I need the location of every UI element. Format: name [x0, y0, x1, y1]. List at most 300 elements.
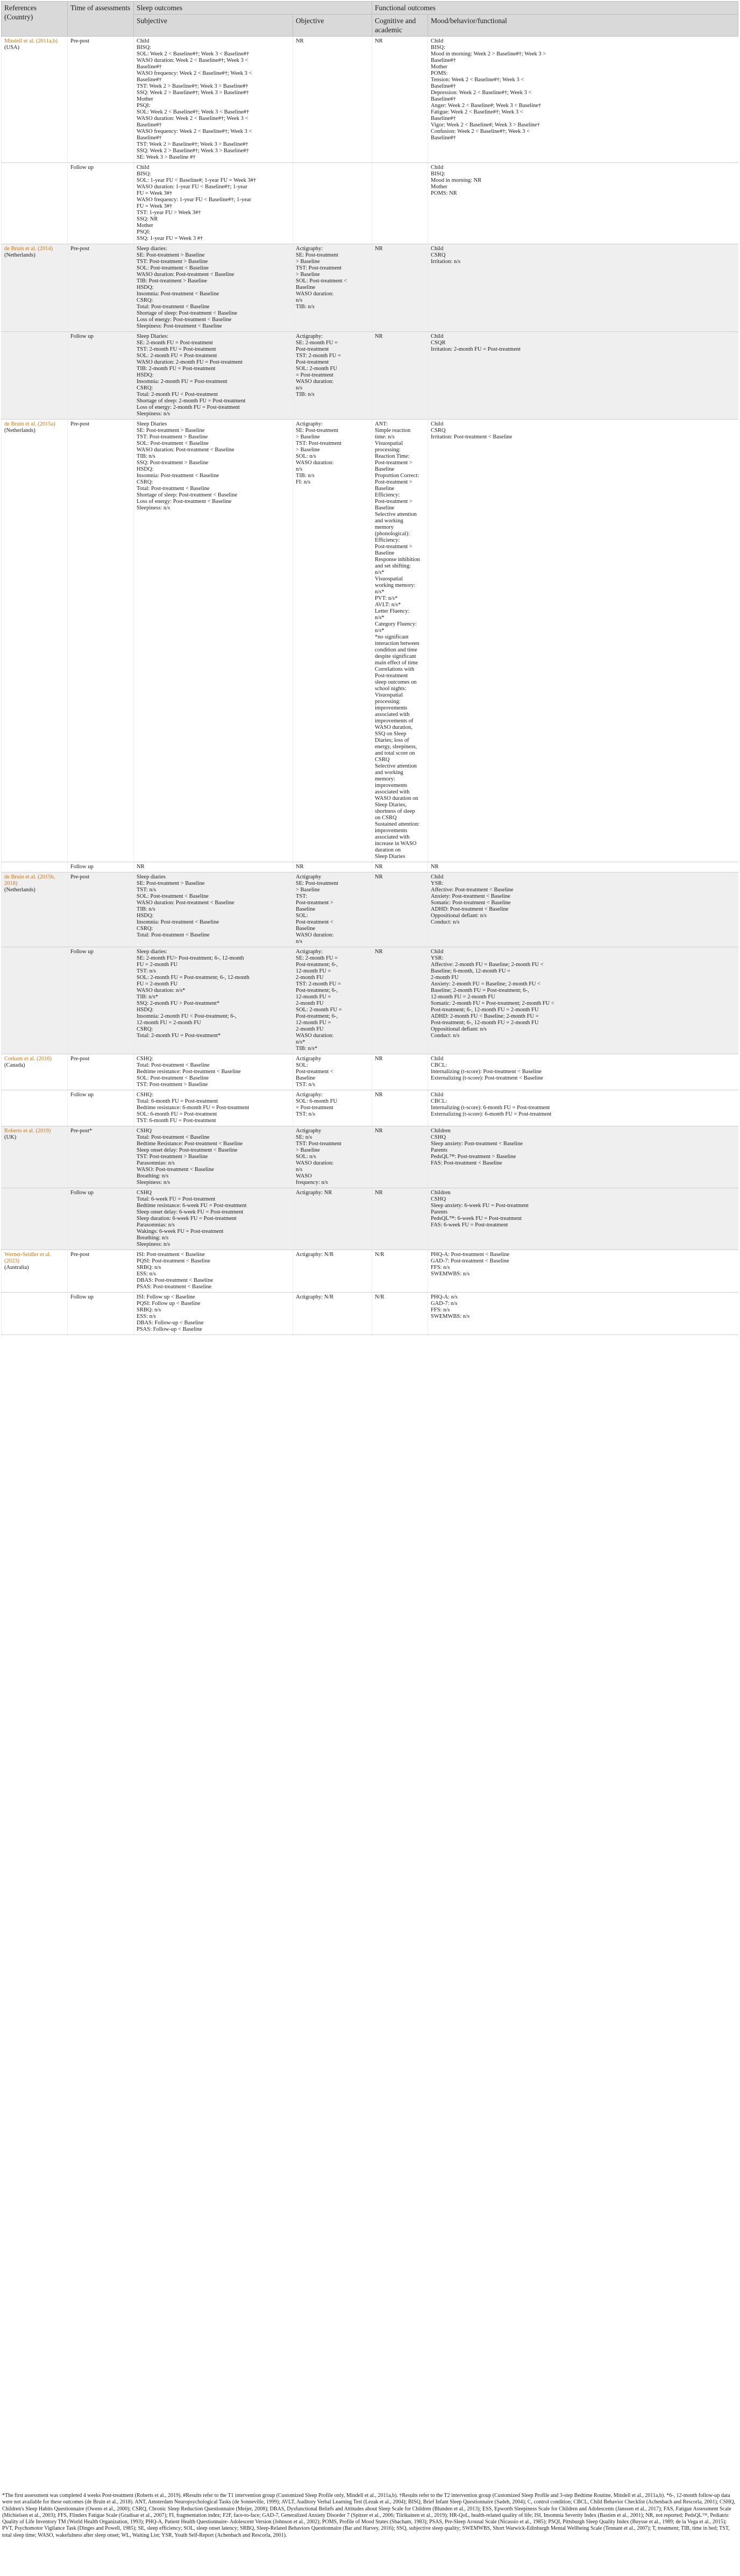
cell-line: SE: 2-month FU> Post-treatment; 6-, 12-month [137, 955, 244, 961]
cell-time: Pre-post [68, 420, 134, 862]
cell-line: PedsQL™: Post-treatment > Baseline [431, 1154, 516, 1160]
cell-line: SOL: n/s [296, 1154, 316, 1160]
reference-link[interactable]: de Bruin et al. (2014) [4, 246, 53, 252]
cell-line: TIB: 2-month FU = Post-treatment [137, 366, 216, 372]
cell-line: Selective attention [375, 512, 417, 517]
cell-line: NR [375, 1190, 383, 1196]
cell-line: Post-treatment; 6-, 12-month FU = 2-month FU [431, 1007, 539, 1013]
cell-line: POMS: [431, 70, 448, 76]
cell-line: and total score on [375, 750, 415, 756]
cell-line: HSDQ: [137, 913, 154, 919]
cell-cognitive [372, 947, 428, 1054]
cell-line: improvements [375, 828, 408, 834]
cell-line: SOL: [296, 1062, 308, 1068]
cell-mood [428, 1126, 738, 1188]
cell-line: TST: Post-treatment [296, 1141, 341, 1147]
cell-cognitive [372, 872, 428, 947]
cell-line: Post-treatment; 6-, 12-month FU = 2-month FU [431, 1020, 539, 1026]
cell-line: CSHQ: [137, 1092, 153, 1098]
cell-objective [293, 1250, 372, 1293]
cell-line: TST: n/s [296, 1111, 315, 1117]
cell-line: Proportion Correct: [375, 473, 419, 479]
cell-line: FU = 2-month FU [137, 962, 178, 968]
cell-line: SSQ: Week 2 > Baseline#†; Week 3 > Baseline#† [137, 90, 249, 96]
cell-line: Efficiency: [375, 537, 400, 543]
cell-objective [293, 1054, 372, 1090]
cell-line: Total: 6-month FU = Post-treatment [137, 1098, 218, 1104]
cell-line: DBAS: Post-treatment < Baseline [137, 1278, 214, 1283]
header-subjective: Subjective [134, 15, 293, 37]
reference-link[interactable]: Corkum et al. (2016) [4, 1056, 52, 1062]
cell-line: Insomnia: Post-treatment < Baseline [137, 919, 219, 925]
cell-line: ADHD: Post-treatment < Baseline [431, 906, 509, 912]
reference-link[interactable]: Werner-Seidler et al. (2023) [4, 1252, 51, 1264]
cell-subjective [134, 1293, 293, 1335]
reference-country: (UK) [4, 1134, 17, 1140]
reference-link[interactable]: de Bruin et al. (2015a) [4, 421, 55, 427]
cell-line: and working [375, 770, 403, 776]
cell-line: Post-treatment > [375, 544, 412, 550]
cell-line: Conduct: n/s [431, 1033, 460, 1039]
cell-line: Children [431, 1190, 451, 1196]
cell-line: PQSI: Follow up < Baseline [137, 1301, 201, 1307]
cell-line: Irritation: n/s [431, 259, 461, 265]
cell-line: n/s* [375, 570, 385, 576]
cell-line: Sleep diaries: [137, 949, 167, 955]
cell-time: Pre-post [68, 1250, 134, 1293]
header-references: References (Country) [2, 2, 68, 37]
footnote-text: *The first assessment was completed 4 weeks Post-treatment (Roberts et al., 2019). #Results refer to the T1 intervention group (Customized Sleep Profile only, Mindell et al., 2011a,b). †Results refer to the T2 intervention group (Customized Sleep Profile and 3-step Bedtime Routine, Mindell et al., 2011a,b). *6-, 12-month follow-up data were not available for these outcomes (de Bruin et al., 2018). ANT, Amsterdam Neuropsychological Tasks (de Sonneville, 1999); AVLT, Auditory Verbal Learning Test (Lezak et al., 2004); BISQ, Brief Infant Sleep Questionnaire (Sadeh, 2004); C, control condition; CBCL, Child Behavior Checklist (Achenbach and Rescorla, 2001); CSHQ, Children's Sleep Habits Questionnaire (Owens et al., 2000); CSRQ, Chronic Sleep Reduction Questionnaire (Meijer, 2008); DBAS, Dysfunctional Beliefs and Attitudes about Sleep Scale for Children (Blunden et al., 2013); ESS, Epworth Sleepiness Scale for Children and Adolescents (Janssen et al., 2017); FAS, Fatigue Assessment Scale (Michielsen et al., 2003); FFS, Flinders Fatigue Scale (Gradisar et al., 2007); FI, fragmentation index; F2F, face-to-face; GAD-7, Generalized Anxiety Disorder 7 (Spitzer et al., 2006; Tiirikainen et al., 2019); HR-QoL, health-related quality of life; ISI, Insomnia Severity Index (Bastien et al., 2001); NR, not reported; PedsQL™, Pediatric Quality of Life Inventory TM (World Health Organization, 1993); PHQ-A, Patient Health Questionnaire- Adolescent Version (Johnson et al., 2002); POMS, Profile of Mood States (Shacham, 1983); PSAS, Pre-Sleep Arousal Scale (Nicassio et al., 1985); PSQI, Pittsburgh Sleep Quality Index (Buysse et al., 1989; de la Vega et al., 2015); PVT, Psychomotor Vigilance Task (Dinges and Powell, 1985); SE, sleep efficiency; SOL, sleep onset latency; SRBQ, Sleep-Related Behaviors Questionnaire (Bar and Harvey, 2016); SSQ, subjective sleep quality; SWEMWBS, Short Warwick-Edinburgh Mental Wellbeing Scale (Tennant et al., 2007); T, treatment; TIB, time in bed; TST, total sleep time; WASO, wakefulness after sleep onset; WL, Waiting List; YSR, Youth Self-Report (Achenbach and Rescorla, 2001). [2, 2493, 736, 2538]
cell-line: Visuospatial [375, 692, 403, 698]
table-row [2, 947, 738, 1054]
cell-line: Actigraphy: [296, 1092, 323, 1098]
cell-subjective [134, 420, 293, 862]
cell-line: ISI: Post-treatment < Baseline [137, 1252, 205, 1258]
cell-line: FAS: 6-week FU = Post-treatment [431, 1222, 508, 1228]
cell-line: TIB: n/s* [296, 1046, 317, 1052]
cell-line: 2-month FU [431, 975, 459, 981]
cell-line: Anxiety: Post-treatment < Baseline [431, 893, 510, 899]
cell-subjective [134, 1054, 293, 1090]
cell-line: N/R [375, 1294, 385, 1300]
cell-line: TST: Week 2 > Baseline#†; Week 3 > Baseline#† [137, 141, 248, 147]
cell-line: TIB: n/s [296, 473, 315, 479]
cell-line: SOL: Post-treatment < Baseline [137, 893, 209, 899]
cell-cognitive [372, 1090, 428, 1126]
table-row [2, 420, 738, 862]
cell-line: Diaries; loss of [375, 737, 409, 743]
cell-line: Baseline [375, 505, 395, 511]
cell-cognitive [372, 1054, 428, 1090]
cell-line: WASO duration: [296, 1160, 334, 1166]
cell-line: PVT: n/s* [375, 595, 398, 601]
cell-line: TST: Post-treatment > Baseline [137, 259, 208, 265]
cell-line: NR [375, 1128, 383, 1134]
cell-line: SOL: 2-month FU [296, 366, 338, 372]
cell-line: Sleepiness: n/s [137, 1180, 170, 1186]
reference-country: (Netherlands) [4, 887, 35, 893]
cell-line: memory [375, 524, 394, 530]
cell-line: Wakings: 6-week FU = Post-treatment [137, 1229, 224, 1234]
cell-line: Sleepiness: n/s [137, 1241, 170, 1247]
cell-time: Pre-post [68, 872, 134, 947]
cell-line: Actigraphy: N/R [296, 1294, 334, 1300]
table-row [2, 862, 738, 872]
cell-line: N/R [375, 1252, 385, 1258]
cell-mood [428, 872, 738, 947]
cell-line: WASO: Post-treatment < Baseline [137, 1167, 214, 1173]
cell-objective [293, 947, 372, 1054]
table-row [2, 37, 738, 163]
cell-line: SE: Post-treatment > Baseline [137, 252, 205, 258]
cell-time: Follow up [68, 332, 134, 420]
cell-line: Tension: Week 2 < Baseline#†; Week 3 < [431, 77, 524, 83]
cell-line: Child [431, 165, 444, 171]
cell-line: HSDQ: [137, 372, 154, 378]
cell-line: SSQ: 2-month FU > Post-treatment* [137, 1000, 220, 1006]
cell-line: Shortage of sleep: Post-treatment < Baseline [137, 310, 238, 316]
cell-line: Bedtime Resistance: Post-treatment < Baseline [137, 1141, 243, 1147]
cell-line: Child [431, 874, 444, 880]
cell-line: WASO duration on [375, 796, 418, 801]
cell-cognitive [372, 163, 428, 244]
cell-line: Anger: Week 2 < Baseline#; Week 3 < Baseline† [431, 103, 542, 109]
header-functional-outcomes: Functional outcomes [372, 2, 738, 15]
cell-mood [428, 163, 738, 244]
cell-line: Baseline#† [137, 135, 162, 141]
cell-line: Child [431, 246, 444, 252]
cell-line: improvements of [375, 718, 414, 724]
cell-line: POMS: NR [431, 190, 457, 196]
cell-line: Child [431, 1092, 444, 1098]
cell-line: n/s [296, 939, 303, 945]
cell-line: Mother [431, 64, 447, 70]
cell-line: SOL: 2-month FU = [296, 1007, 342, 1013]
cell-line: TST: 2-month FU = [296, 981, 341, 987]
cell-line: CSRQ: [137, 479, 153, 485]
cell-subjective [134, 862, 293, 872]
cell-line: 12-month FU = [296, 968, 331, 974]
cell-line: ESS: n/s [137, 1314, 156, 1319]
cell-objective [293, 37, 372, 163]
cell-line: Post-treatment [375, 673, 408, 679]
cell-line: Post-treatment < [296, 1069, 333, 1075]
cell-line: Visuospatial [375, 441, 403, 446]
cell-line: FU = Week 3#† [137, 190, 173, 196]
table-row [2, 872, 738, 947]
cell-line: Sleep onset delay: 6-week FU = Post-treatment [137, 1209, 244, 1215]
table-row [2, 332, 738, 420]
cell-line: Post-treatment > [375, 479, 412, 485]
cell-line: school nights: [375, 686, 407, 692]
cell-line: CSHQ [137, 1128, 152, 1134]
cell-line: HSDQ: [137, 285, 154, 290]
cell-line: DBAS: Follow-up < Baseline [137, 1320, 204, 1326]
cell-time: Pre-post* [68, 1126, 134, 1188]
table-row [2, 1054, 738, 1090]
cell-line: Sleepiness: Post-treatment < Baseline [137, 323, 222, 329]
table-row [2, 163, 738, 244]
cell-line: NR [137, 864, 145, 870]
cell-line: sleep outcomes on [375, 679, 417, 685]
cell-line: Sleep Diaries [137, 421, 167, 427]
cell-mood [428, 1293, 738, 1335]
cell-line: Insomnia: 2-month FU < Post-treatment; 6-, [137, 1013, 237, 1019]
cell-subjective [134, 947, 293, 1054]
cell-line: Post-treatment > [375, 499, 412, 505]
cell-line: energy, sleepiness, [375, 744, 417, 750]
cell-mood [428, 37, 738, 163]
cell-time: Follow up [68, 1090, 134, 1126]
cell-line: Post-treatment [296, 359, 329, 365]
cell-line: Baseline [296, 1075, 316, 1081]
cell-line: Irritation: 2-month FU = Post-treatment [431, 346, 521, 352]
cell-line: condition and time [375, 647, 417, 653]
cell-line: WASO duration: 1-year FU < Baseline#†; 1-year [137, 184, 247, 190]
cell-line: TIB: Post-treatment > Baseline [137, 278, 208, 284]
cell-objective [293, 332, 372, 420]
cell-line: BISQ: [137, 171, 151, 177]
cell-line: ESS: n/s [137, 1271, 156, 1277]
cell-line: SOL: 2-month FU = Post-treatment [137, 353, 217, 359]
cell-line: *no significant [375, 634, 409, 640]
cell-line: Depression: Week 2 < Baseline#†; Week 3 < [431, 90, 532, 96]
cell-line: SE: Post-treatment > Baseline [137, 428, 205, 434]
reference-link[interactable]: Mindell et al. (2011a,b) [4, 38, 58, 44]
cell-line: SOL: 1-year FU < Baseline#; 1-year FU = Week 3#† [137, 178, 257, 183]
cell-cognitive [372, 244, 428, 332]
cell-line: n/s* [375, 589, 385, 595]
cell-line: AVLT: n/s* [375, 602, 401, 608]
cell-line: Parasomnias: n/s [137, 1222, 175, 1228]
cell-line: SRBQ: n/s [137, 1265, 161, 1271]
cell-line: CSRQ [375, 757, 390, 763]
cell-line: TIB: n/s* [137, 994, 158, 1000]
cell-line: WASO frequency: 1-year FU < Baseline#†; 1-year [137, 197, 251, 203]
cell-time: Follow up [68, 163, 134, 244]
cell-objective [293, 1090, 372, 1126]
cell-line: NR [375, 1092, 383, 1098]
cell-line: Internalizing (t-score): 6-month FU = Post-treatment [431, 1105, 550, 1111]
cell-line: 12-month FU = [296, 1020, 331, 1026]
cell-subjective [134, 37, 293, 163]
cell-line: TIB: n/s [296, 392, 315, 398]
cell-line: Correlations with [375, 666, 415, 672]
cell-line: Baseline#† [137, 77, 162, 83]
cell-reference [2, 872, 68, 947]
cell-line: SSQ: Week 2 > Baseline#†; Week 3 > Baseline#† [137, 148, 249, 154]
cell-line: Somatic: 2-month FU = Post-treatment; 2-month FU < [431, 1000, 554, 1006]
cell-line: SSQ on Sleep [375, 731, 407, 737]
cell-line: Child [431, 949, 444, 955]
cell-line: working memory: [375, 583, 416, 588]
cell-line: Sleep Diaries: [137, 333, 169, 339]
cell-line: Breathing: n/s [137, 1235, 169, 1241]
cell-line: WASO duration: Week 2 < Baseline#†; Week 3 < [137, 58, 248, 63]
cell-line: Category Fluency: [375, 621, 417, 627]
table-row [2, 1250, 738, 1293]
cell-line: Baseline; 6-month, 12-month FU = [431, 968, 510, 974]
cell-line: PHQ-A: n/s [431, 1294, 458, 1300]
cell-line: Internalizing (t-score): Post-treatment < Baseline [431, 1069, 542, 1075]
cell-line: PHQ-A: Post-treatment < Baseline [431, 1252, 510, 1258]
cell-line: 12-month FU = 2-month FU [431, 994, 495, 1000]
cell-line: > Baseline [296, 1147, 320, 1153]
cell-line: Baseline [296, 906, 316, 912]
cell-line: > Baseline [296, 434, 320, 440]
cell-line: Oppositional defiant: n/s [431, 1026, 487, 1032]
cell-line: SOL: Post-treatment < Baseline [137, 265, 209, 271]
cell-line: CSRQ: [137, 926, 153, 932]
reference-country: (Netherlands) [4, 428, 35, 434]
cell-line: FFS: n/s [431, 1265, 450, 1271]
cell-line: Post-treatment [296, 346, 329, 352]
cell-line: = Post-treatment [296, 372, 333, 378]
cell-line: Oppositional defiant: n/s [431, 913, 487, 919]
cell-objective [293, 872, 372, 947]
cell-line: Parents [431, 1147, 447, 1153]
cell-line: Actigraphy: N/R [296, 1252, 334, 1258]
table-row [2, 244, 738, 332]
cell-line: Sleep Diaries [375, 854, 405, 860]
reference-country: (Australia) [4, 1265, 29, 1271]
cell-line: Actigraphy [296, 1056, 322, 1062]
cell-line: NR [296, 38, 304, 44]
cell-line: SOL: Post-treatment < Baseline [137, 1075, 209, 1081]
cell-subjective [134, 1090, 293, 1126]
cell-line: associated with [375, 712, 410, 718]
cell-line: 2-month FU [296, 1026, 324, 1032]
cell-line: WASO duration: n/s* [137, 988, 186, 994]
cell-line: CBCL: [431, 1098, 447, 1104]
cell-line: Baseline#† [137, 64, 162, 70]
cell-line: 2-month FU [296, 975, 324, 981]
cell-time: Follow up [68, 947, 134, 1054]
cell-line: Baseline; 2-month FU = Post-treatment; 6-, [431, 988, 529, 994]
cell-line: Irritation: Post-treatment < Baseline [431, 434, 513, 440]
cell-line: NR [375, 864, 383, 870]
cell-line: Anxiety: 2-month FU = Baseline; 2-month FU < [431, 981, 541, 987]
reference-link[interactable]: Roberts et al. (2019) [4, 1128, 51, 1134]
cell-line: Baseline#† [431, 96, 456, 102]
cell-line: Baseline [375, 550, 395, 556]
cell-line: CSRQ [431, 428, 446, 434]
cell-line: n/s* [375, 615, 385, 621]
cell-line: memory: [375, 776, 395, 782]
cell-line: SOL: Week 2 < Baseline#†; Week 3 < Baseline#† [137, 109, 250, 115]
cell-line: Mother [137, 223, 153, 229]
cell-line: = Post-treatment [296, 1105, 333, 1111]
cell-subjective [134, 244, 293, 332]
cell-line: Total: Post-treatment < Baseline [137, 932, 210, 938]
cell-line: duration on [375, 847, 401, 853]
cell-line: NR [375, 1056, 383, 1062]
cell-line: improvements [375, 705, 408, 711]
cell-line: WASO duration: [296, 932, 334, 938]
cell-line: > Baseline [296, 447, 320, 453]
cell-reference [2, 1188, 68, 1250]
cell-line: Post-treatment < [296, 919, 333, 925]
cell-line: Post-treatment > [375, 460, 412, 466]
cell-objective [293, 163, 372, 244]
cell-line: 12-month FU = [296, 994, 331, 1000]
cell-line: > Baseline [296, 272, 320, 278]
cell-objective [293, 1188, 372, 1250]
cell-line: Shortage of sleep: 2-month FU = Post-treatment [137, 398, 246, 404]
cell-line: Externalizing (t-score): Post-treatment < Baseline [431, 1075, 543, 1081]
cell-mood [428, 332, 738, 420]
cell-line: TST: 1-year FU > Week 3#† [137, 210, 201, 216]
cell-reference [2, 1293, 68, 1335]
cell-line: NR [296, 864, 304, 870]
cell-line: Actigraphy: [296, 246, 323, 252]
cell-mood [428, 1090, 738, 1126]
cell-time: Pre-post [68, 244, 134, 332]
cell-line: Child [137, 165, 150, 171]
cell-line: SRBQ: n/s [137, 1307, 161, 1313]
cell-line: SSQ: 1-year FU = Week 3 #† [137, 236, 203, 242]
cell-reference [2, 37, 68, 163]
cell-line: WASO duration: Post-treatment < Baseline [137, 272, 234, 278]
cell-line: on CSRQ [375, 815, 397, 821]
table-header [2, 2, 738, 37]
cell-line: Externalizing (t-score): 6-month FU = Post-treatment [431, 1111, 552, 1117]
cell-line: TST: Post-treatment > Baseline [137, 1082, 208, 1088]
cell-line: TST: Week 2 > Baseline#†; Week 3 > Baseline#† [137, 83, 248, 89]
cell-line: YSR: [431, 955, 444, 961]
cell-line: TST: 2-month FU = [296, 353, 341, 359]
cell-line: CSHQ [431, 1196, 446, 1202]
cell-line: > Baseline [296, 887, 320, 893]
cell-line: improvements [375, 783, 408, 789]
cell-reference [2, 947, 68, 1054]
cell-line: Actigraphy: [296, 421, 323, 427]
cell-line: Somatic: Post-treatment < Baseline [431, 900, 511, 906]
cell-line: PedsQL™: 6-week FU = Post-treatment [431, 1216, 522, 1222]
cell-line: Baseline#† [137, 122, 162, 128]
cell-line: SOL: Post-treatment < Baseline [137, 441, 209, 446]
cell-line: TST: 2-month FU = Post-treatment [137, 346, 216, 352]
cell-line: WASO duration: Post-treatment < Baseline [137, 900, 234, 906]
cell-line: Sleepiness: n/s [137, 411, 170, 417]
cell-line: SOL: Week 2 < Baseline#†; Week 3 < Baseline#† [137, 51, 250, 57]
reference-country: (Canada) [4, 1062, 25, 1068]
cell-line: Post-treatment; 6-, [296, 1013, 338, 1019]
cell-line: Breathing: n/s [137, 1173, 169, 1179]
cell-line: CSRQ: [137, 385, 153, 391]
cell-line: increase in WASO [375, 841, 417, 847]
cell-line: Actigraphy: NR [296, 1190, 332, 1196]
cell-line: Sustained attention: [375, 821, 420, 827]
cell-line: NR [375, 246, 383, 252]
cell-line: n/s* [296, 1039, 305, 1045]
cell-line: Child [137, 38, 150, 44]
cell-line: TST: Post-treatment > Baseline [137, 1154, 208, 1160]
cell-line: Mother [431, 184, 447, 190]
cell-line: TIB: n/s [296, 304, 315, 310]
cell-mood [428, 1250, 738, 1293]
cell-line: Sleep diaries [137, 874, 166, 880]
cell-line: processing: [375, 699, 401, 705]
cell-line: Shortage of sleep: Post-treatment < Baseline [137, 492, 238, 498]
cell-cognitive [372, 1188, 428, 1250]
cell-line: Sleep duration: 6-week FU = Post-treatment [137, 1216, 237, 1222]
cell-line: SSQ: NR [137, 216, 158, 222]
cell-subjective [134, 332, 293, 420]
reference-link[interactable]: de Bruin et al. (2015b, 2018) [4, 874, 55, 886]
cell-subjective [134, 1188, 293, 1250]
cell-line: Baseline#† [431, 135, 456, 141]
